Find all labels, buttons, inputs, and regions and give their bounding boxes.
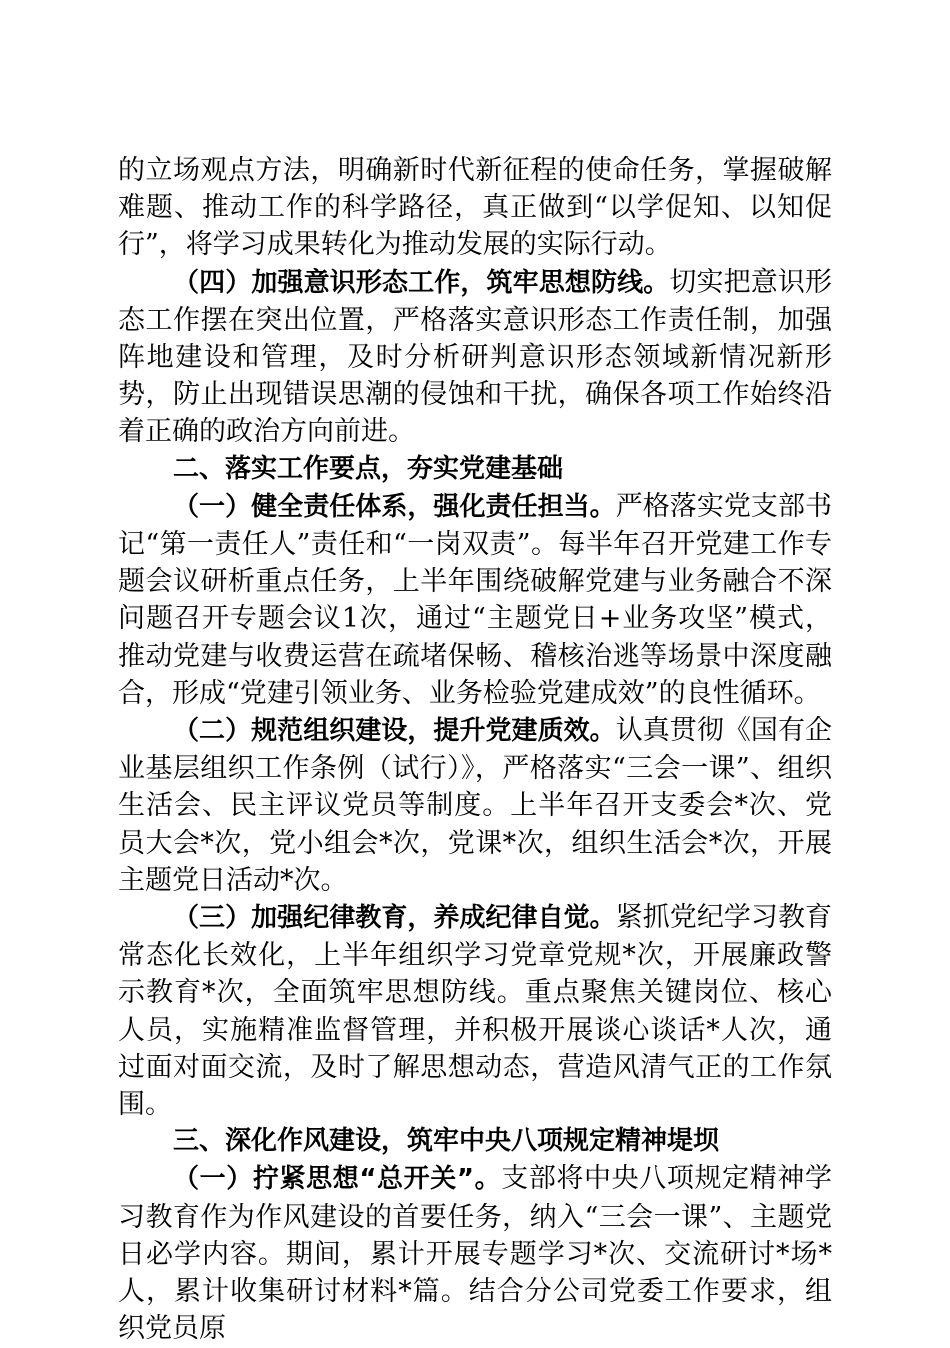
section-heading-2: 二、落实工作要点，夯实党建基础: [173, 453, 564, 484]
paragraph-lead: （二）规范组织建设，提升党建质效。: [173, 716, 616, 747]
paragraph-continuation: [118, 152, 832, 264]
section-heading-3: 三、深化作风建设，筑牢中央八项规定精神堤坝: [173, 1126, 720, 1157]
paragraph-organization: [118, 712, 832, 899]
paragraph-text: 切实把意识形态工作摆在突出位置，严格落实意识形态工作责任制，加强阵地建设和管理，及时分析研判意识形态领域新情况新形势，防止出现错误思潮的侵蚀和干扰，确保各项工作始终沿着正确的政治方向前进。: [118, 266, 832, 448]
paragraph-lead: （一）拧紧思想“总开关”。: [173, 1164, 502, 1195]
paragraph-text: 认真贯彻《国有企业基层组织工作条例（试行）》，严格落实“三会一课”、组织生活会、民主评议党员等制度。上半年召开支委会*次、党员大会*次，党小组会*次，党课*次，组织生活会*次，开展主题党日活动*次。: [118, 715, 832, 896]
paragraph-ideology: [118, 264, 832, 451]
document-body: [118, 152, 832, 1348]
paragraph-responsibility: [118, 488, 832, 712]
paragraph-text: 严格落实党支部书记“第一责任人”责任和“一岗双责”。每半年召开党建工作专题会议研析重点任务，上半年围绕破解党建与业务融合不深问题召开专题会议1次，通过“主题党日+业务攻坚”模式，推动党建与收费运营在疏堵保畅、稽核治逃等场景中深度融合，形成“党建引领业务、业务检验党建成效”的良性循环。: [118, 490, 832, 709]
paragraph-discipline: [118, 899, 832, 1123]
paragraph-lead: （三）加强纪律教育，养成纪律自觉。: [173, 903, 616, 934]
paragraph-lead: （一）健全责任体系，强化责任担当。: [173, 491, 616, 522]
paragraph-text: 的立场观点方法，明确新时代新征程的使命任务，掌握破解难题、推动工作的科学路径，真正做到“以学促知、以知促行”，将学习成果转化为推动发展的实际行动。: [118, 155, 832, 261]
paragraph-mindset: [118, 1160, 832, 1347]
paragraph-lead: （四）加强意识形态工作，筑牢思想防线。: [173, 267, 670, 298]
paragraph-text: 支部将中央八项规定精神学习教育作为作风建设的首要任务，纳入“三会一课”、主题党日必学内容。期间，累计开展专题学习*次、交流研讨*场*人，累计收集研讨材料*篇。结合分公司党委工作要求，组织党员原: [118, 1163, 832, 1345]
paragraph-text: 紧抓党纪学习教育常态化长效化，上半年组织学习党章党规*次，开展廉政警示教育*次，全面筑牢思想防线。重点聚焦关键岗位、核心人员，实施精准监督管理，并积极开展谈心谈话*人次，通过面对面交流，及时了解思想动态，营造风清气正的工作氛围。: [118, 902, 832, 1121]
